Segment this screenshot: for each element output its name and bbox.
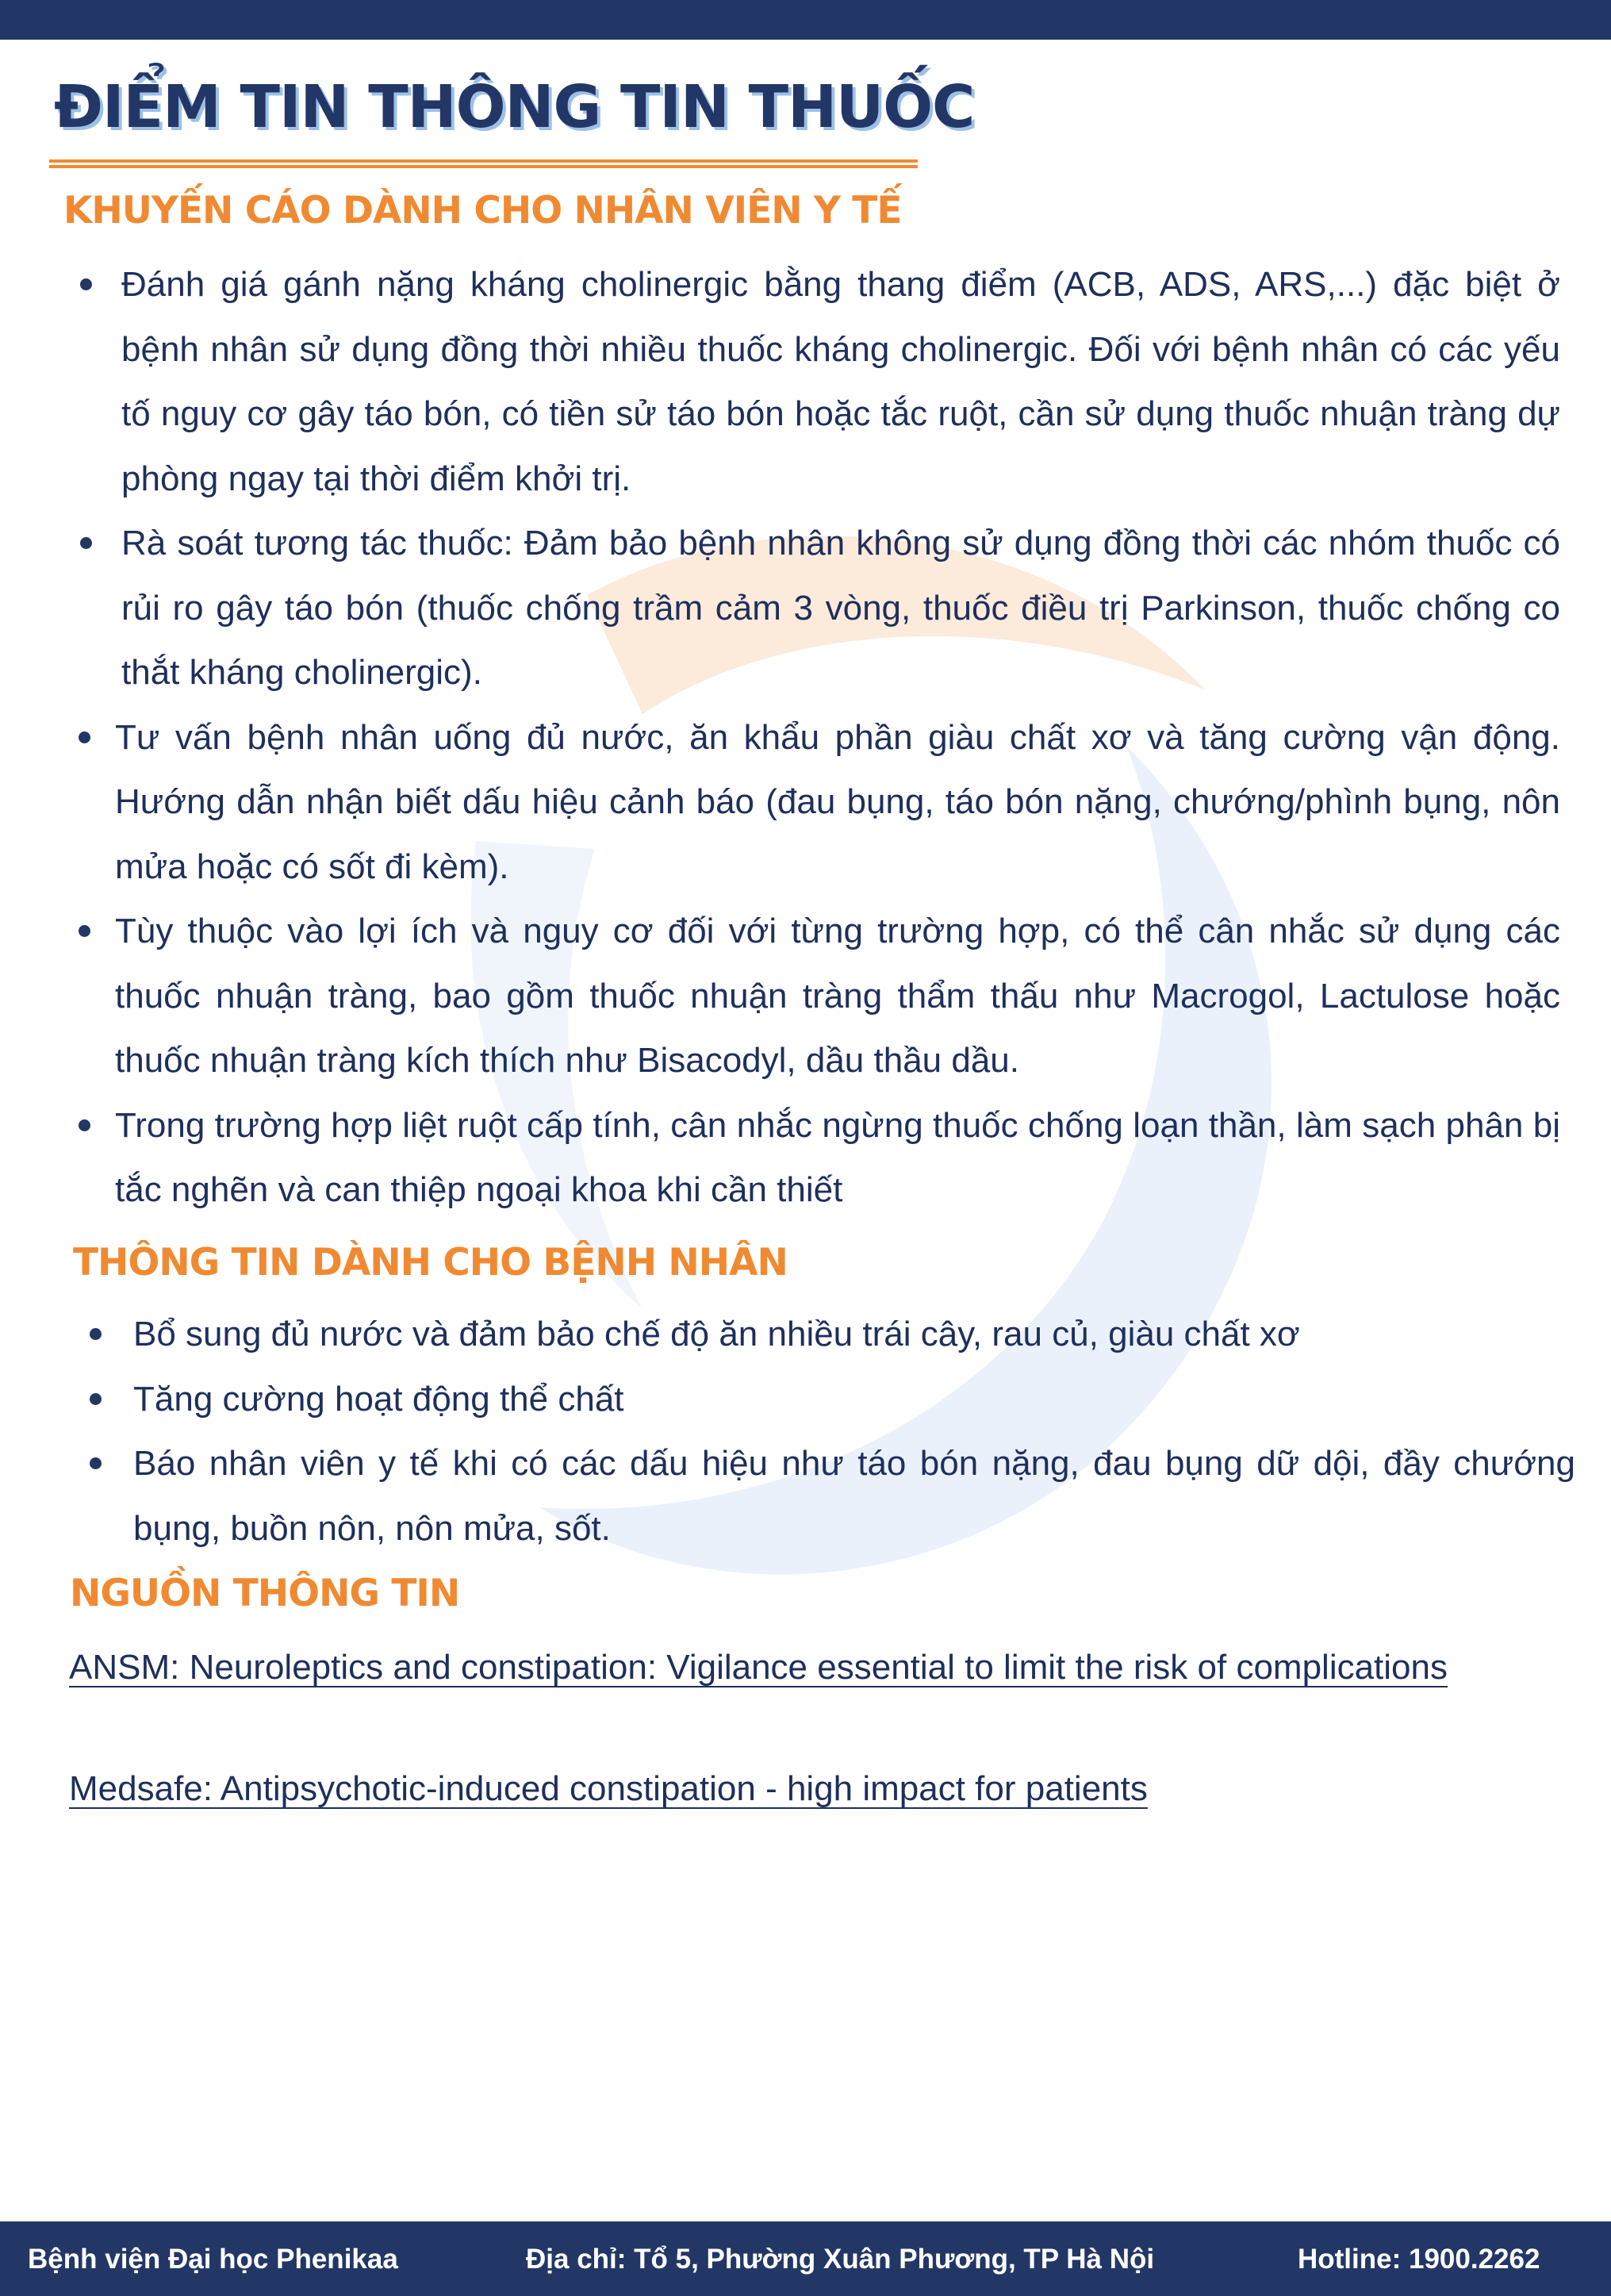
list-item: Rà soát tương tác thuốc: Đảm bảo bệnh nhân không sử dụng đồng thời các nhóm thuốc có rủi ro gây táo bón (thuốc chống trầm cảm 3 vòng, thuốc điều trị Parkinson, thuốc chống co thắt kháng cholinergic).: [121, 511, 1560, 705]
list-item: Bổ sung đủ nước và đảm bảo chế độ ăn nhiều trái cây, rau củ, giàu chất xơ: [133, 1302, 1575, 1367]
source-link-ansm[interactable]: ANSM: Neuroleptics and constipation: Vigilance essential to limit the risk of complications: [69, 1648, 1448, 1687]
footer-hotline: Hotline: 1900.2262: [1298, 2244, 1540, 2275]
footer-address: Địa chỉ: Tổ 5, Phường Xuân Phương, TP Hà Nội: [526, 2244, 1155, 2275]
list-item: Tùy thuộc vào lợi ích và nguy cơ đối với từng trường hợp, có thể cân nhắc sử dụng các thuốc nhuận tràng, bao gồm thuốc nhuận tràng thẩm thấu như Macrogol, Lactulose hoặc thuốc nhuận tràng kích thích như Bisacodyl, dầu thầu dầu.: [115, 899, 1560, 1093]
footer-hospital-name: Bệnh viện Đại học Phenikaa: [28, 2244, 398, 2275]
list-item: Tư vấn bệnh nhân uống đủ nước, ăn khẩu phần giàu chất xơ và tăng cường vận động. Hướng dẫn nhận biết dấu hiệu cảnh báo (đau bụng, táo bón nặng, chướng/phình bụng, nôn mửa hoặc có sốt đi kèm).: [115, 705, 1560, 900]
list-item: Tăng cường hoạt động thể chất: [133, 1367, 1575, 1432]
sources-heading: NGUỒN THÔNG TIN: [70, 1572, 460, 1615]
list-item: Đánh giá gánh nặng kháng cholinergic bằng thang điểm (ACB, ADS, ARS,...) đặc biệt ở bệnh nhân sử dụng đồng thời nhiều thuốc kháng cholinergic. Đối với bệnh nhân có các yếu tố nguy cơ gây táo bón, có tiền sử táo bón hoặc tắc ruột, cần sử dụng thuốc nhuận tràng dự phòng ngay tại thời điểm khởi trị.: [121, 252, 1560, 511]
staff-recommendations-list: [115, 252, 1560, 1223]
title-underline: [49, 159, 918, 168]
footer-bar: [0, 2221, 1611, 2296]
top-banner-bar: [0, 0, 1611, 40]
patient-info-heading: THÔNG TIN DÀNH CHO BỆNH NHÂN: [73, 1241, 788, 1284]
staff-recommendations-heading: KHUYẾN CÁO DÀNH CHO NHÂN VIÊN Y TẾ: [63, 189, 902, 232]
list-item: Báo nhân viên y tế khi có các dấu hiệu như táo bón nặng, đau bụng dữ dội, đầy chướng bụng, buồn nôn, nôn mửa, sốt.: [133, 1431, 1575, 1561]
source-link-medsafe[interactable]: Medsafe: Antipsychotic-induced constipation - high impact for patients: [69, 1769, 1148, 1808]
list-item: Trong trường hợp liệt ruột cấp tính, cân nhắc ngừng thuốc chống loạn thần, làm sạch phân bị tắc nghẽn và can thiệp ngoại khoa khi cần thiết: [115, 1093, 1560, 1223]
patient-info-list: [133, 1302, 1575, 1561]
page-title: ĐIỂM TIN THÔNG TIN THUỐC: [54, 73, 975, 141]
